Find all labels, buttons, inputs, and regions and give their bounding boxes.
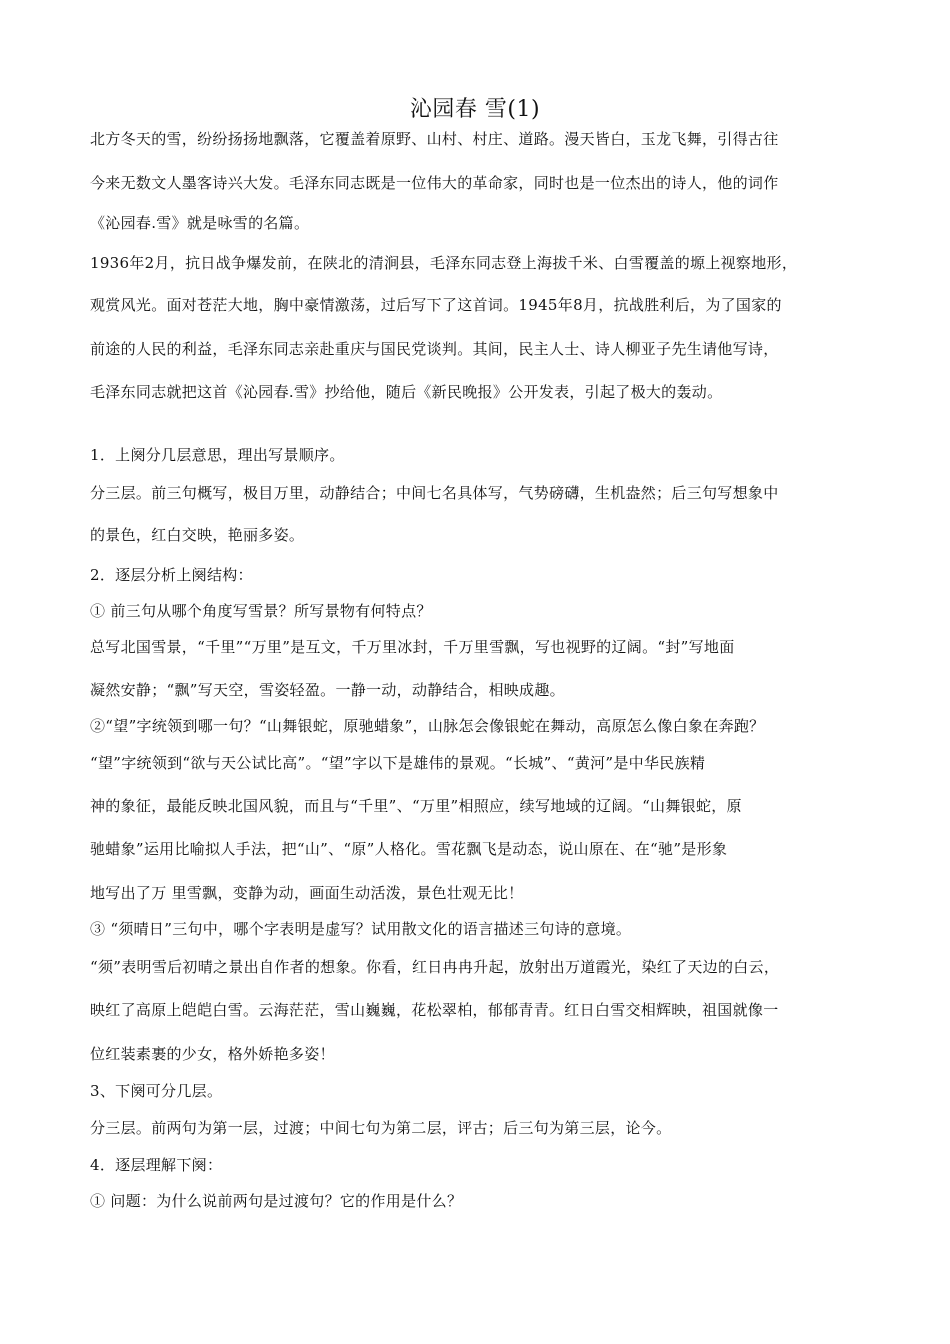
text-line: 分三层。前两句为第一层，过渡；中间七句为第二层，评古；后三句为第三层，论今。 [90, 1119, 672, 1137]
sub-question: ③ “须晴日”三句中，哪个字表明是虚写？试用散文化的语言描述三句诗的意境。 [90, 920, 632, 938]
text-line: 位红装素裹的少女，格外娇艳多姿！ [90, 1045, 335, 1063]
text-line: 分三层。前三句概写，极目万里，动静结合；中间七名具体写，气势磅礴，生机盎然；后三句写想象中 [90, 484, 779, 502]
question-heading: 4．逐层理解下阕： [90, 1156, 223, 1174]
text-line: 1936年2月，抗日战争爆发前，在陕北的清涧县，毛泽东同志登上海拔千米、白雪覆盖的塬上视察地形， [90, 254, 798, 272]
text-line: 驰蜡象”运用比喻拟人手法，把“山”、“原”人格化。雪花飘飞是动态，说山原在、在“驰”是形象 [90, 840, 728, 858]
sub-question: ②“望”字统领到哪一句？“山舞银蛇，原驰蜡象”，山脉怎会像银蛇在舞动，高原怎么像白象在奔跑？ [90, 717, 765, 735]
text-line: 的景色，红白交映，艳丽多姿。 [90, 526, 305, 544]
text-line: 前途的人民的利益，毛泽东同志亲赴重庆与国民党谈判。其间，民主人士、诗人柳亚子先生请他写诗， [90, 340, 779, 358]
text-line: “须”表明雪后初晴之景出自作者的想象。你看，红日冉冉升起，放射出万道霞光，染红了天边的白云， [90, 958, 780, 976]
question-heading: 1．上阕分几层意思，理出写景顺序。 [90, 446, 345, 464]
text-line: 映红了高原上皑皑白雪。云海茫茫，雪山巍巍，花松翠柏，郁郁青青。红日白雪交相辉映，祖国就像一 [90, 1001, 779, 1019]
text-line: 总写北国雪景，“千里”“万里”是互文，千万里冰封，千万里雪飘，写也视野的辽阔。“封”写地面 [90, 638, 735, 656]
page-title: 沁园春 雪(1) [409, 97, 541, 122]
text-line: 《沁园春.雪》就是咏雪的名篇。 [90, 214, 310, 232]
sub-question: ① 前三句从哪个角度写雪景？所写景物有何特点？ [90, 602, 432, 620]
question-heading: 2．逐层分析上阕结构： [90, 566, 253, 584]
text-line: 地写出了万 里雪飘，变静为动，画面生动活泼，景色壮观无比！ [90, 884, 524, 902]
text-line: “望”字统领到“欲与天公试比高”。“望”字以下是雄伟的景观。“长城”、“黄河”是中华民族精 [90, 754, 706, 772]
text-line: 神的象征，最能反映北国风貌，而且与“千里”、“万里”相照应，续写地域的辽阔。“山舞银蛇，原 [90, 797, 742, 815]
sub-question: ① 问题：为什么说前两句是过渡句？它的作用是什么？ [90, 1192, 463, 1210]
question-heading: 3、下阕可分几层。 [90, 1082, 223, 1100]
text-line: 今来无数文人墨客诗兴大发。毛泽东同志既是一位伟大的革命家，同时也是一位杰出的诗人，他的词作 [90, 174, 779, 192]
text-line: 毛泽东同志就把这首《沁园春.雪》抄给他，随后《新民晚报》公开发表，引起了极大的轰动。 [90, 383, 723, 401]
text-line: 观赏风光。面对苍茫大地，胸中豪情激荡，过后写下了这首词。1945年8月，抗战胜利后，为了国家的 [90, 296, 782, 314]
text-line: 北方冬天的雪，纷纷扬扬地飘落，它覆盖着原野、山村、村庄、道路。漫天皆白，玉龙飞舞，引得古往 [90, 130, 779, 148]
text-line: 凝然安静；“飘”写天空，雪姿轻盈。一静一动，动静结合，相映成趣。 [90, 681, 565, 699]
